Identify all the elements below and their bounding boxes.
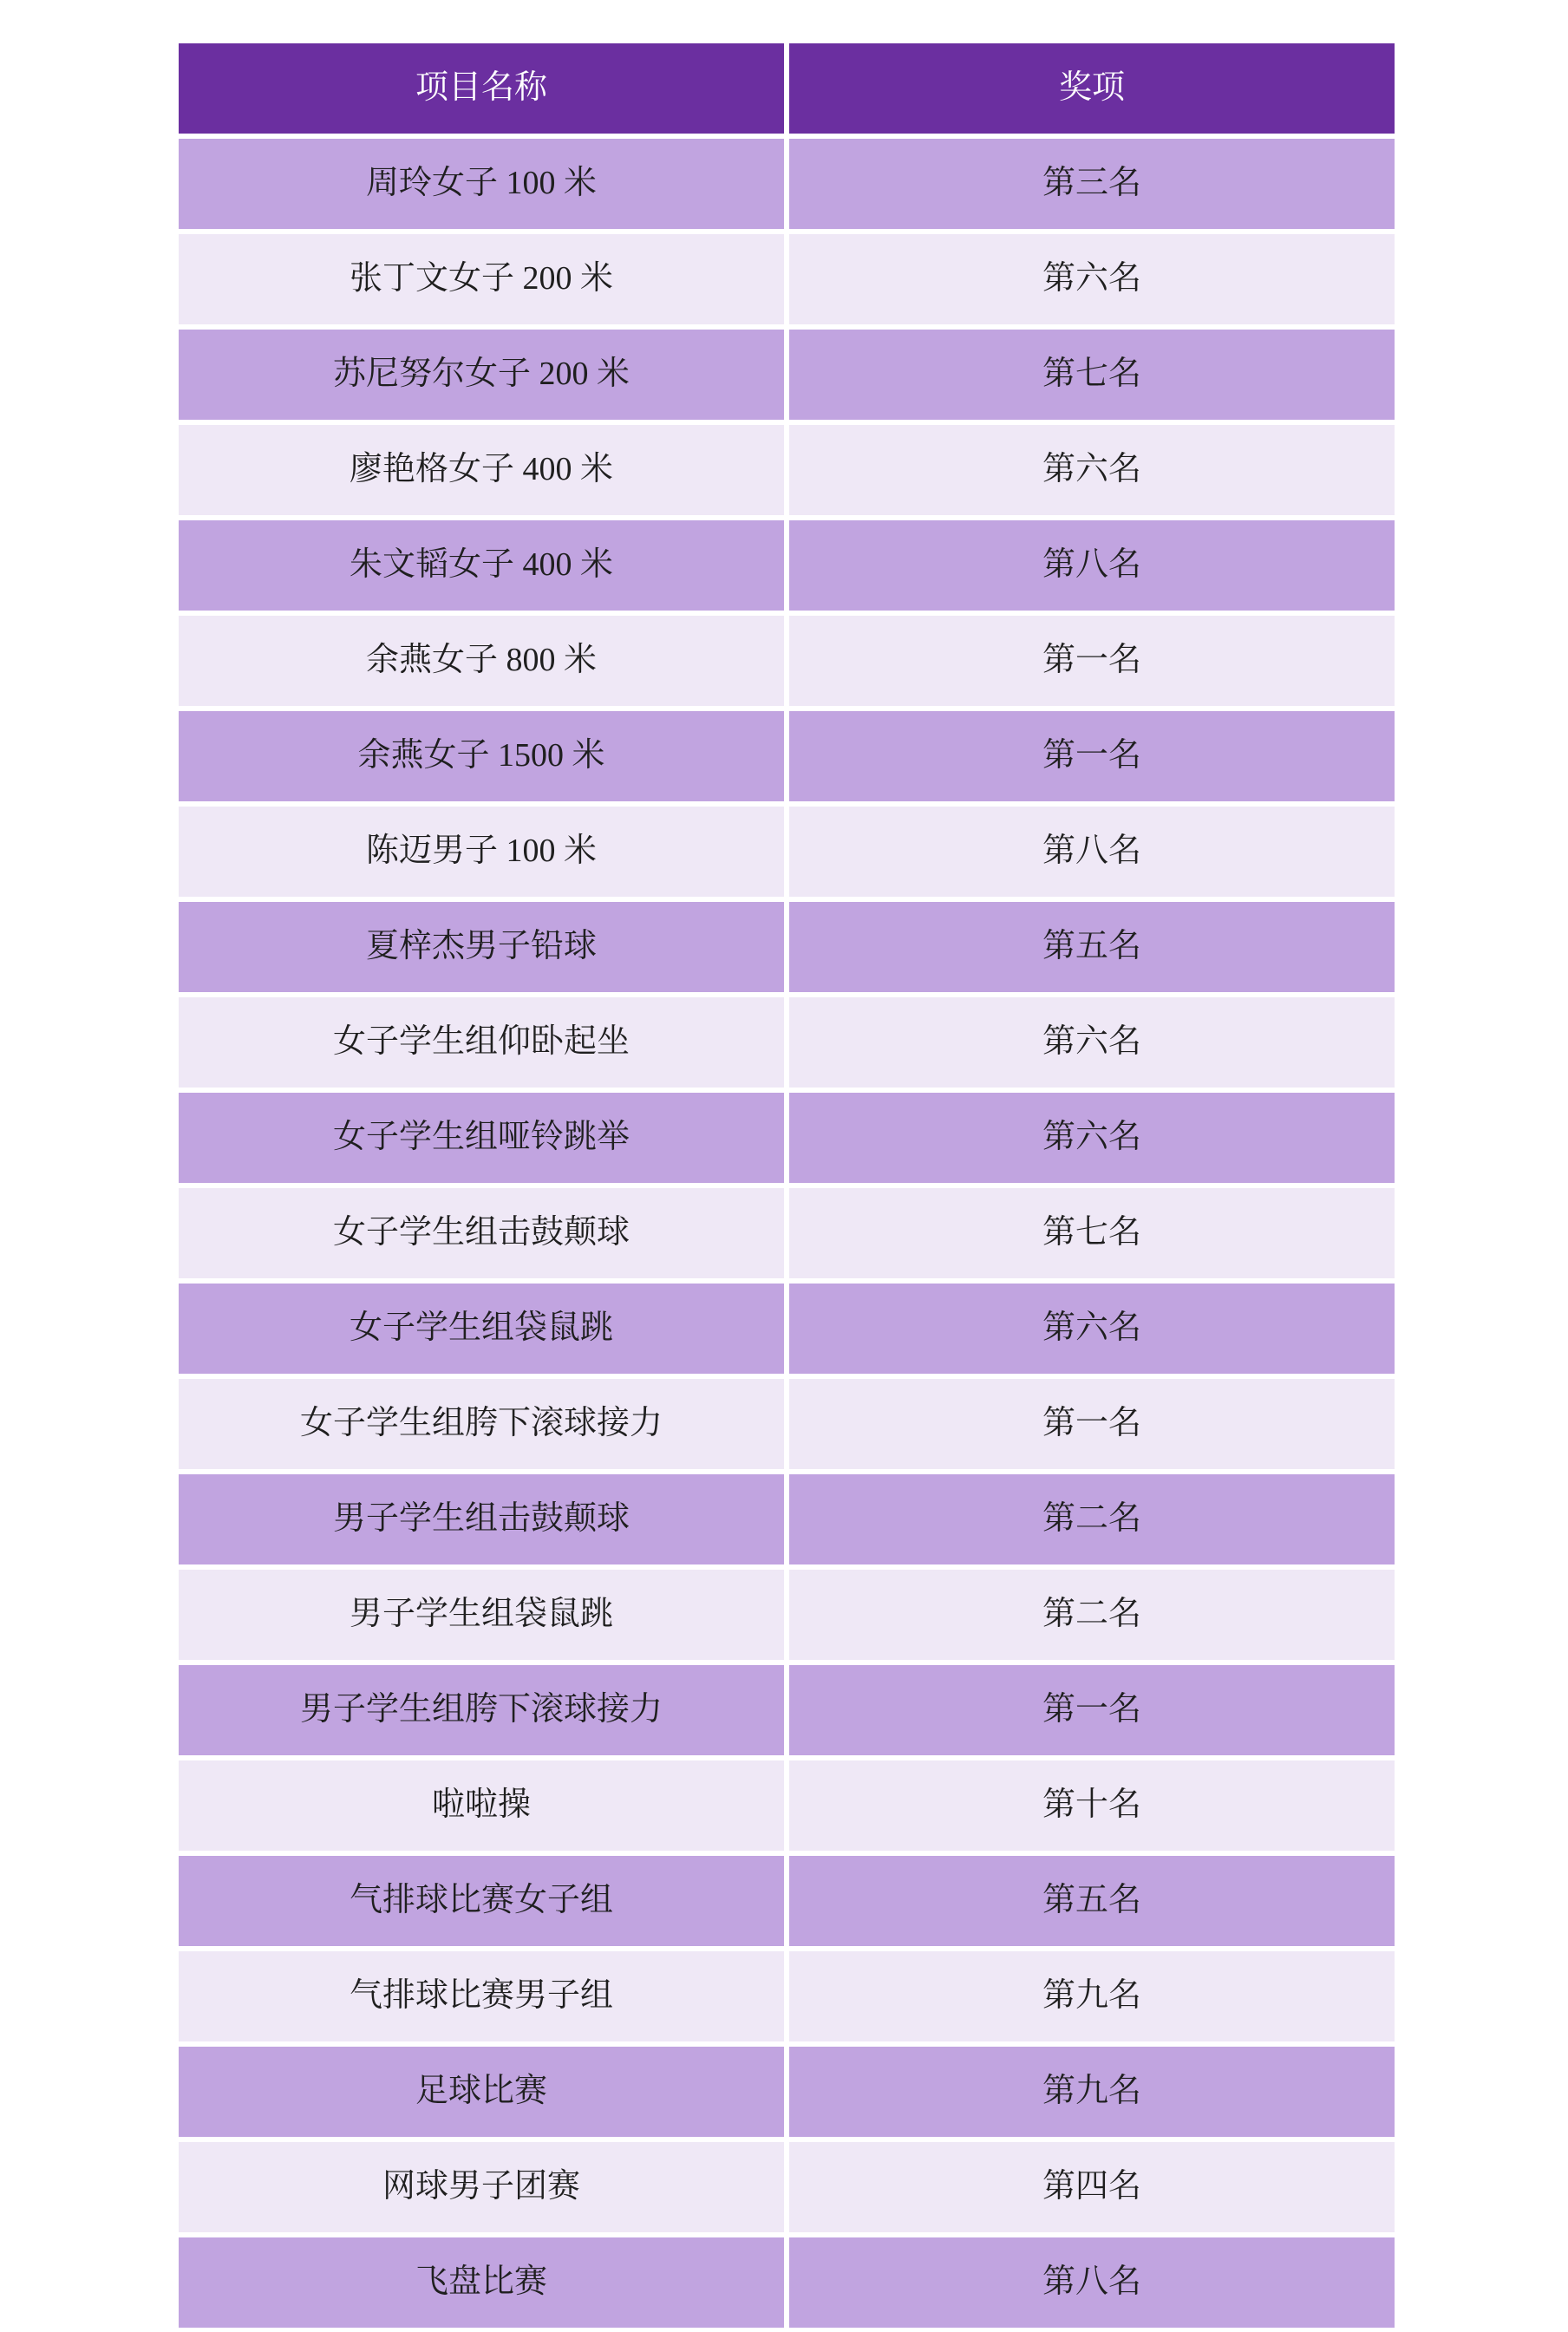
table-row [176, 613, 1397, 709]
award-cell: 第五名 [787, 899, 1397, 995]
award-cell: 第九名 [787, 2044, 1397, 2139]
table-row [176, 1662, 1397, 1758]
project-cell: 男子学生组击鼓颠球 [176, 1472, 787, 1567]
table-row [176, 1472, 1397, 1567]
project-cell: 男子学生组胯下滚球接力 [176, 1662, 787, 1758]
award-cell: 第五名 [787, 1853, 1397, 1949]
project-cell: 夏梓杰男子铅球 [176, 899, 787, 995]
table-row [176, 1090, 1397, 1186]
project-cell: 苏尼努尔女子 200 米 [176, 327, 787, 422]
column-header-award: 奖项 [787, 41, 1397, 136]
project-cell: 啦啦操 [176, 1758, 787, 1853]
award-cell: 第一名 [787, 1376, 1397, 1472]
table-row [176, 1186, 1397, 1281]
award-cell: 第十名 [787, 1758, 1397, 1853]
table-row [176, 709, 1397, 804]
award-cell: 第六名 [787, 995, 1397, 1090]
table-row [176, 2044, 1397, 2139]
award-cell: 第八名 [787, 804, 1397, 899]
table-row [176, 327, 1397, 422]
project-cell: 余燕女子 800 米 [176, 613, 787, 709]
award-cell: 第六名 [787, 422, 1397, 518]
column-header-project: 项目名称 [176, 41, 787, 136]
project-cell: 女子学生组哑铃跳举 [176, 1090, 787, 1186]
award-cell: 第七名 [787, 327, 1397, 422]
award-cell: 第四名 [787, 2139, 1397, 2235]
table-row [176, 232, 1397, 327]
award-cell: 第七名 [787, 1186, 1397, 1281]
award-cell: 第八名 [787, 518, 1397, 613]
project-cell: 飞盘比赛 [176, 2235, 787, 2330]
table-row [176, 899, 1397, 995]
award-cell: 第六名 [787, 1090, 1397, 1186]
table-row [176, 1758, 1397, 1853]
table-row [176, 1567, 1397, 1662]
table-row [176, 518, 1397, 613]
project-cell: 气排球比赛男子组 [176, 1949, 787, 2044]
project-cell: 余燕女子 1500 米 [176, 709, 787, 804]
table-header-row [176, 41, 1397, 136]
award-cell: 第一名 [787, 1662, 1397, 1758]
project-cell: 周玲女子 100 米 [176, 136, 787, 232]
project-cell: 男子学生组袋鼠跳 [176, 1567, 787, 1662]
project-cell: 女子学生组击鼓颠球 [176, 1186, 787, 1281]
table-row [176, 804, 1397, 899]
project-cell: 陈迈男子 100 米 [176, 804, 787, 899]
table-row [176, 995, 1397, 1090]
table-row [176, 1281, 1397, 1376]
award-cell: 第三名 [787, 136, 1397, 232]
project-cell: 网球男子团赛 [176, 2139, 787, 2235]
award-cell: 第二名 [787, 1567, 1397, 1662]
project-cell: 廖艳格女子 400 米 [176, 422, 787, 518]
table-row [176, 422, 1397, 518]
award-cell: 第二名 [787, 1472, 1397, 1567]
project-cell: 女子学生组袋鼠跳 [176, 1281, 787, 1376]
project-cell: 气排球比赛女子组 [176, 1853, 787, 1949]
project-cell: 女子学生组仰卧起坐 [176, 995, 787, 1090]
award-cell: 第八名 [787, 2235, 1397, 2330]
awards-table [176, 41, 1397, 2330]
award-cell: 第六名 [787, 232, 1397, 327]
table-row [176, 136, 1397, 232]
award-cell: 第六名 [787, 1281, 1397, 1376]
project-cell: 张丁文女子 200 米 [176, 232, 787, 327]
table-row [176, 2139, 1397, 2235]
award-cell: 第九名 [787, 1949, 1397, 2044]
project-cell: 朱文韬女子 400 米 [176, 518, 787, 613]
project-cell: 女子学生组胯下滚球接力 [176, 1376, 787, 1472]
award-cell: 第一名 [787, 613, 1397, 709]
table-row [176, 1376, 1397, 1472]
table-row [176, 2235, 1397, 2330]
project-cell: 足球比赛 [176, 2044, 787, 2139]
table-row [176, 1949, 1397, 2044]
award-cell: 第一名 [787, 709, 1397, 804]
table-row [176, 1853, 1397, 1949]
